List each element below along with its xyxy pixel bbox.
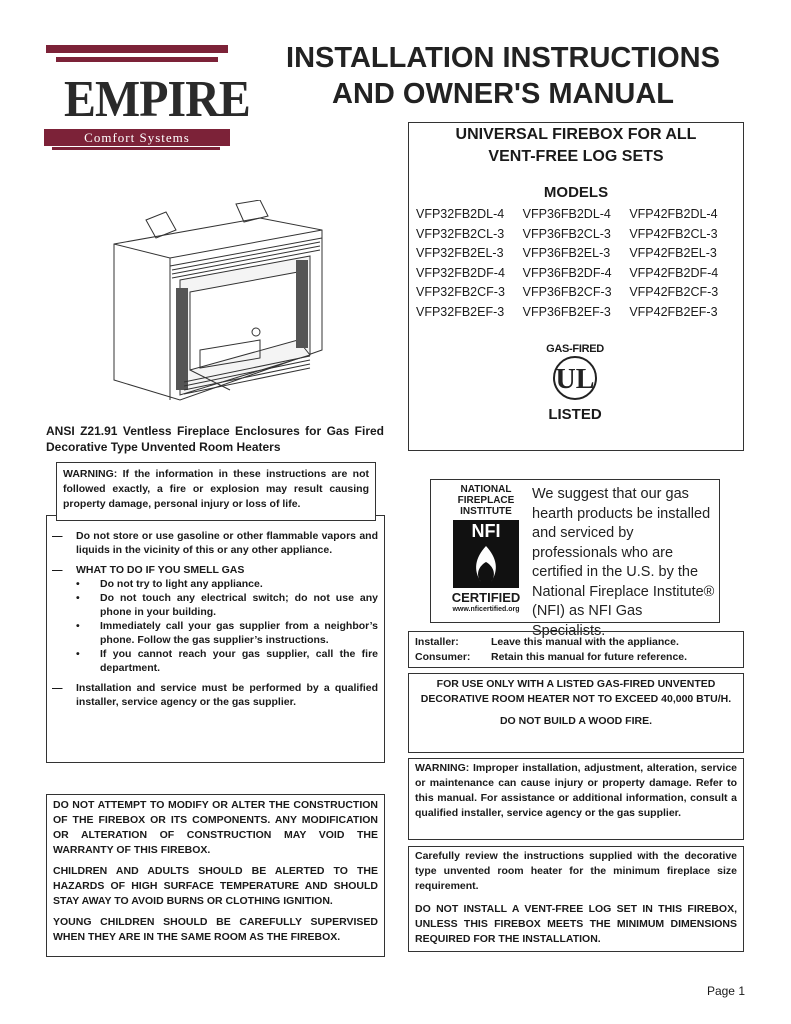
nfi-recommendation: We suggest that our gas hearth products be installed and serviced by professionals who are certified in the U.S. by the National Fireplace Institute® (NFI) as NFI Gas Specialists. <box>532 486 715 639</box>
title-line-1: INSTALLATION INSTRUCTIONS <box>286 42 720 74</box>
logo-bar-mid <box>56 57 218 62</box>
nfi-logo: NATIONAL FIREPLACE INSTITUTE NFI CERTIFIED www.nficertified.org <box>451 484 521 613</box>
table-row: VFP32FB2DL-4 VFP36FB2DL-4 VFP42FB2DL-4 <box>416 207 718 221</box>
nfi-flame-icon: NFI <box>453 520 519 588</box>
table-row: VFP32FB2CL-3 VFP36FB2CL-3 VFP42FB2CL-3 <box>416 226 718 241</box>
svg-text:UL: UL <box>555 364 595 395</box>
list-item: • Do not touch any electrical switch; do not use any phone in your building. <box>76 592 378 618</box>
models-heading: UNIVERSAL FIREBOX FOR ALL VENT-FREE LOG SETS <box>455 126 697 165</box>
table-row: VFP32FB2CF-3 VFP36FB2CF-3 VFP42FB2CF-3 <box>416 285 719 299</box>
logo-bar-bottom <box>52 147 220 150</box>
page-title <box>258 40 748 112</box>
table-row: VFP32FB2EF-3 VFP36FB2EF-3 VFP42FB2EF-3 <box>416 304 718 319</box>
installation-warning-box: WARNING: Improper installation, adjustment, alteration, service or maintenance can cause injury or property damage. Refer to this manual. For assistance or additional information, consult a qualified installer, service agency or the gas supplier. <box>408 758 744 840</box>
ul-logo-icon <box>540 355 610 401</box>
use-restriction-box: FOR USE ONLY WITH A LISTED GAS-FIRED UNVENTED DECORATIVE ROOM HEATER NOT TO EXCEED 40,000 BTU/H. DO NOT BUILD A WOOD FIRE. <box>408 673 744 753</box>
table-row: VFP32FB2DF-4 VFP36FB2DF-4 VFP42FB2DF-4 <box>416 265 719 280</box>
page-number: Page 1 <box>706 984 745 998</box>
list-item: — WHAT TO DO IF YOU SMELL GAS <box>52 564 245 576</box>
list-item: — Do not store or use gasoline or other flammable vapors and liquids in the vicinity of this or any other appliance. <box>52 530 378 556</box>
logo-subtitle: Comfort Systems <box>44 129 230 146</box>
table-row: VFP32FB2EL-3 VFP36FB2EL-3 VFP42FB2EL-3 <box>416 246 717 260</box>
title-line-2: AND OWNER'S MANUAL <box>332 78 674 110</box>
firebox-illustration <box>110 200 330 415</box>
list-item: — Installation and service must be performed by a qualified installer, service agency or the gas supplier. <box>52 682 378 708</box>
list-item: • Immediately call your gas supplier from a neighbor’s phone. Follow the gas supplier’s instructions. <box>76 620 378 646</box>
models-table <box>416 205 736 322</box>
logo-wordmark: EMPIRE <box>64 71 250 128</box>
models-label: MODELS <box>543 184 609 201</box>
roles-box: Installer: Leave this manual with the appliance. Consumer: Retain this manual for future reference. <box>408 631 744 668</box>
construction-warning-box: DO NOT ATTEMPT TO MODIFY OR ALTER THE CONSTRUCTION OF THE FIREBOX OR ITS COMPONENTS. ANY MODIFICATION OR ALTERATION OF CONSTRUCTION MAY VOID THE WARRANTY OF THIS FIREBOX. CHILDREN AND ADULTS SHOULD BE ALERTED TO THE HAZARDS OF HIGH SURFACE TEMPERATURE AND SHOULD STAY AWAY TO AVOID BURNS OR CLOTHING IGNITION. YOUNG CHILDREN SHOULD BE CAREFULLY SUPERVISED WHEN THEY ARE IN THE SAME ROOM AS THE FIREBOX. <box>46 794 385 957</box>
list-item: • Do not try to light any appliance. <box>76 578 263 590</box>
gas-safety-list <box>52 529 378 715</box>
warning-box: WARNING: If the information in these instructions are not followed exactly, a fire or explosion may result causing property damage, personal injury or loss of life. <box>56 462 376 521</box>
ansi-standard: ANSI Z21.91 Ventless Fireplace Enclosures for Gas Fired Decorative Type Unvented Room Heaters <box>46 424 384 454</box>
review-box: Carefully review the instructions supplied with the decorative type unvented room heater for the minimum fireplace size requirement. DO NOT INSTALL A VENT-FREE LOG SET IN THIS FIREBOX, UNLESS THIS FIREBOX MEETS THE MINIMUM DIMENSIONS REQUIRED FOR THE INSTALLATION. <box>408 846 744 952</box>
ul-listed-mark: GAS-FIRED UL LISTED <box>540 343 610 423</box>
logo-bar-top <box>46 45 228 53</box>
list-item: • If you cannot reach your gas supplier, call the fire department. <box>76 648 378 674</box>
